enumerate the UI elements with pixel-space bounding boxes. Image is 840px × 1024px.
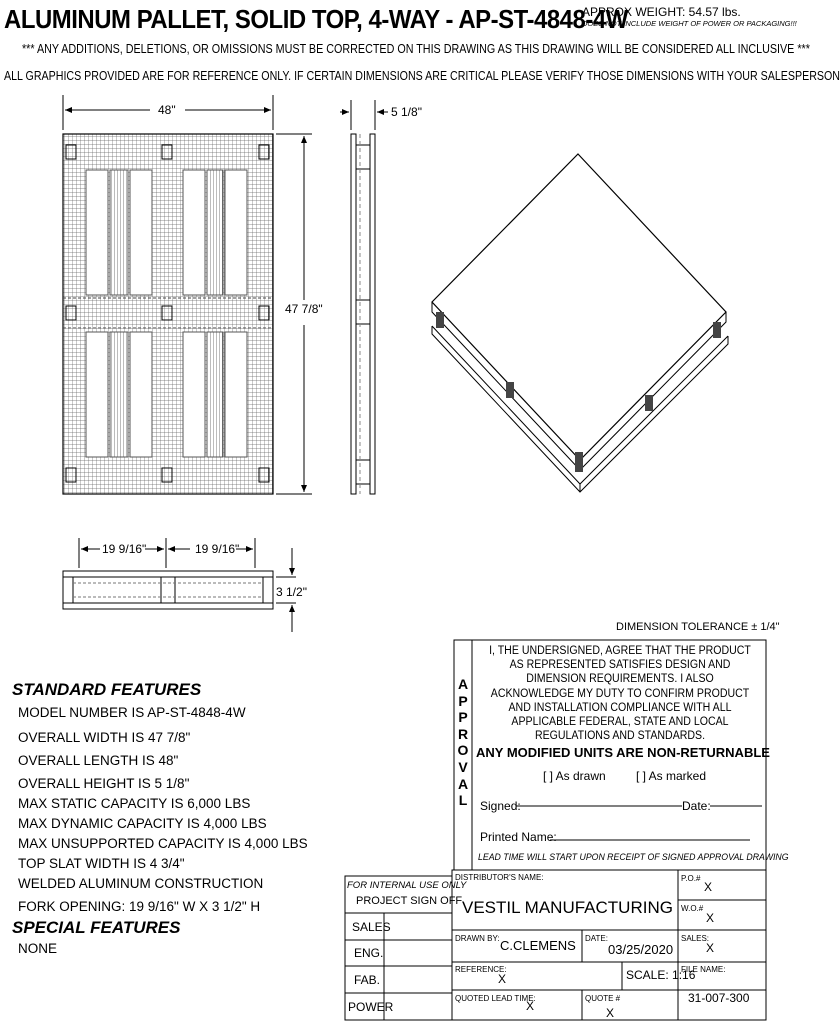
- project-signoff-label: PROJECT SIGN OFF: [356, 895, 463, 907]
- quote-label: QUOTE #: [585, 994, 621, 1003]
- sales-label: SALES:: [681, 934, 710, 943]
- signoff-row-fab: FAB.: [354, 973, 381, 987]
- standard-features-heading: STANDARD FEATURES: [12, 680, 202, 699]
- quoted-lead-time-value: X: [526, 999, 535, 1013]
- date-value: 03/25/2020: [608, 942, 674, 957]
- drawing-title: ALUMINUM PALLET, SOLID TOP, 4-WAY - AP-ST-4848-4W: [4, 4, 628, 34]
- lead-time-note: LEAD TIME WILL START UPON RECEIPT OF SIGNED APPROVAL DRAWING: [478, 852, 789, 863]
- approval-certification: I, THE UNDERSIGNED, AGREE THAT THE PRODUCT AS REPRESENTED SATISFIES DESIGN AND DIMENSION REQUIREMENTS. I ALSO ACKNOWLEDGE MY DUTY TO CONFIRM PRODUCT AND INSTALLATION COMPLIANCE WITH ALL APPLICABLE FEDERAL, STATE AND LOCAL REGULATIONS AND STANDARDS.: [489, 645, 751, 743]
- date-label: DATE:: [585, 934, 608, 943]
- inclusive-notice: *** ANY ADDITIONS, DELETIONS, OR OMISSIONS MUST BE CORRECTED ON THIS DRAWING AS THIS DRAWING WILL BE CONSIDERED ALL INCLUSIVE ***: [22, 42, 810, 56]
- dim-top-length: 47 7/8": [285, 302, 323, 316]
- distributor-name: VESTIL MANUFACTURING: [462, 898, 673, 917]
- dim-fork-left: 19 9/16": [102, 542, 147, 556]
- file-name-label: FILE NAME:: [681, 965, 726, 974]
- drawn-by-label: DRAWN BY:: [455, 934, 500, 943]
- approval-vertical-label: A P P R O V A L: [457, 676, 469, 809]
- dim-top-width: 48": [158, 103, 176, 117]
- signoff-row-power: POWER: [348, 1000, 394, 1014]
- signoff-row-sales: SALES: [352, 920, 391, 934]
- non-returnable-notice: ANY MODIFIED UNITS ARE NON-RETURNABLE: [476, 745, 770, 760]
- wo-value: X: [706, 911, 715, 925]
- feature-item: TOP SLAT WIDTH IS 4 3/4": [18, 856, 185, 871]
- feature-item: MAX UNSUPPORTED CAPACITY IS 4,000 LBS: [18, 836, 308, 851]
- printed-name-label: Printed Name:: [480, 830, 557, 844]
- dim-fork-right: 19 9/16": [195, 542, 240, 556]
- feature-item: OVERALL WIDTH IS 47 7/8": [18, 730, 191, 745]
- distributor-label: DISTRIBUTOR'S NAME:: [455, 873, 544, 882]
- file-name-value: 31-007-300: [688, 991, 750, 1005]
- po-value: X: [704, 880, 713, 894]
- feature-item: MAX DYNAMIC CAPACITY IS 4,000 LBS: [18, 816, 267, 831]
- weight-note: DOES NOT INCLUDE WEIGHT OF POWER OR PACKAGING!!!: [582, 19, 797, 28]
- side-view: [351, 134, 375, 494]
- graphics-notice: ALL GRAPHICS PROVIDED ARE FOR REFERENCE ONLY. IF CERTAIN DIMENSIONS ARE CRITICAL PLEASE VERIFY THOSE DIMENSIONS WITH YOUR SALESPERSON: [4, 68, 840, 83]
- dim-side-height: 5 1/8": [391, 105, 422, 119]
- date-field-label: Date:: [682, 799, 711, 813]
- wo-label: W.O.#: [681, 904, 704, 913]
- as-drawn-checkbox[interactable]: [ ] As drawn: [543, 769, 606, 783]
- approx-weight: APPROX WEIGHT: 54.57 lbs.: [582, 5, 741, 19]
- feature-item: OVERALL LENGTH IS 48": [18, 753, 179, 768]
- special-features-heading: SPECIAL FEATURES: [12, 918, 181, 937]
- quote-value: X: [606, 1006, 615, 1020]
- as-marked-checkbox[interactable]: [ ] As marked: [636, 769, 707, 783]
- scale-value: SCALE: 1:16: [626, 968, 696, 982]
- isometric-view: [432, 154, 728, 492]
- feature-item: MODEL NUMBER IS AP-ST-4848-4W: [18, 705, 246, 720]
- internal-use-label: FOR INTERNAL USE ONLY: [347, 880, 467, 891]
- sales-value: X: [706, 941, 715, 955]
- reference-label: REFERENCE:: [455, 965, 507, 974]
- po-label: P.O.#: [681, 874, 701, 883]
- reference-value: X: [498, 972, 507, 986]
- drawn-by-value: C.CLEMENS: [500, 938, 576, 953]
- quoted-lead-time-label: QUOTED LEAD TIME:: [455, 994, 536, 1003]
- special-feature-item: NONE: [18, 941, 58, 956]
- front-view: [63, 571, 273, 609]
- top-view: [63, 134, 273, 494]
- feature-item: FORK OPENING: 19 9/16" W X 3 1/2" H: [18, 899, 261, 914]
- signoff-row-eng: ENG.: [354, 946, 384, 960]
- dim-front-height: 3 1/2": [276, 585, 307, 599]
- dimension-tolerance: DIMENSION TOLERANCE ± 1/4": [616, 621, 780, 633]
- signed-field-label: Signed:: [480, 799, 521, 813]
- feature-item: WELDED ALUMINUM CONSTRUCTION: [18, 876, 264, 891]
- feature-item: OVERALL HEIGHT IS 5 1/8": [18, 776, 190, 791]
- feature-item: MAX STATIC CAPACITY IS 6,000 LBS: [18, 796, 251, 811]
